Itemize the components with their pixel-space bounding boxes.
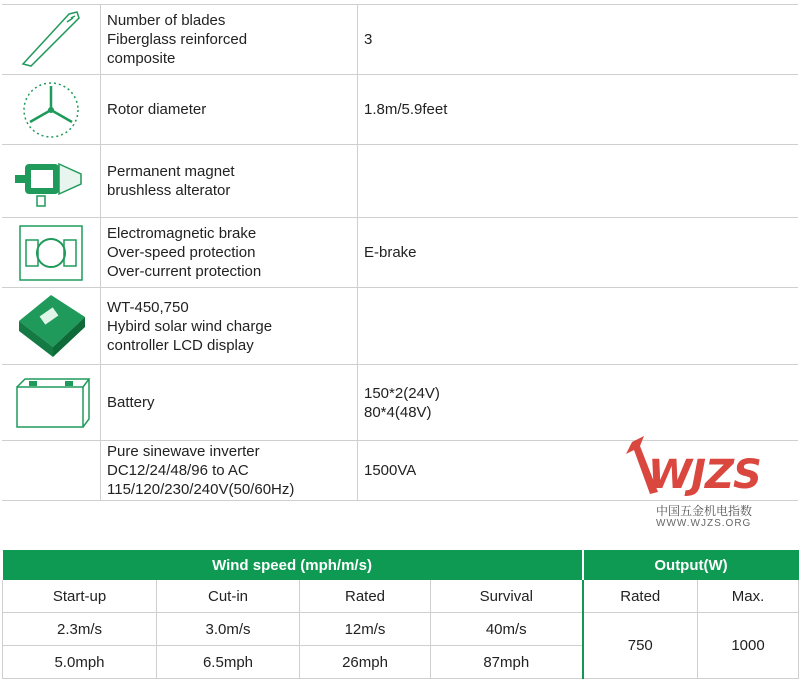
spec-value-line: 1.8m/5.9feet <box>364 101 448 118</box>
table-cell: 6.5mph <box>157 646 300 679</box>
spec-line: Over-current protection <box>107 263 262 280</box>
logo-chinese-text: 中国五金机电指数 <box>656 504 753 518</box>
spec-desc <box>101 218 358 288</box>
perf-subheader-row <box>3 580 799 613</box>
spec-value-line: 150*2(24V) <box>364 384 440 402</box>
spec-value <box>358 218 799 288</box>
spec-line: Number of blades <box>107 12 226 29</box>
table-cell: 3.0m/s <box>157 613 300 646</box>
spec-value <box>358 145 799 218</box>
spec-line: DC12/24/48/96 to AC <box>107 462 249 479</box>
spec-row-blades <box>2 5 798 75</box>
output-max-value: 1000 <box>698 613 799 679</box>
output-rated-value: 750 <box>583 613 698 679</box>
col-start-up: Start-up <box>3 580 157 613</box>
battery-icon-cell <box>2 365 101 441</box>
col-cut-in: Cut-in <box>157 580 300 613</box>
logo-url: WWW.WJZS.ORG <box>656 518 752 529</box>
spec-table <box>2 4 798 501</box>
spec-value <box>358 75 799 145</box>
controller-icon-cell <box>2 288 101 365</box>
alternator-icon <box>11 150 91 212</box>
wjzs-logo <box>618 432 788 532</box>
spec-row-brake <box>2 218 798 288</box>
spec-desc <box>101 365 358 441</box>
spec-desc <box>101 5 358 75</box>
spec-line: Hybird solar wind charge <box>107 317 273 335</box>
spec-value-line: 1500VA <box>364 462 417 479</box>
spec-value <box>358 365 799 441</box>
table-cell: 12m/s <box>300 613 431 646</box>
spec-line: Electromagnetic brake <box>107 225 257 242</box>
alternator-icon-cell <box>2 145 101 218</box>
table-cell: 2.3m/s <box>3 613 157 646</box>
spec-line: Battery <box>107 394 155 411</box>
table-cell: 40m/s <box>431 613 583 646</box>
logo-brand: WJZS <box>648 452 761 498</box>
spec-value-line: 3 <box>364 31 373 48</box>
spec-line: Pure sinewave inverter <box>107 443 260 460</box>
output-header: Output(W) <box>583 550 799 580</box>
perf-header-row <box>3 550 799 580</box>
spec-row-rotor <box>2 75 798 145</box>
controller-icon <box>11 291 91 361</box>
performance-table <box>2 550 799 679</box>
spec-desc <box>101 145 358 218</box>
spec-row-battery <box>2 365 798 441</box>
col-rated: Rated <box>300 580 431 613</box>
perf-ms-row <box>3 613 799 646</box>
spec-line: controller LCD display <box>107 336 254 354</box>
inverter-icon-cell <box>2 441 101 501</box>
spec-line: WT-450,750 <box>107 298 189 316</box>
battery-icon <box>11 375 91 431</box>
spec-desc <box>101 75 358 145</box>
spec-line: Over-speed protection <box>107 244 256 261</box>
wind-speed-header: Wind speed (mph/m/s) <box>3 550 583 580</box>
table-cell: 5.0mph <box>3 646 157 679</box>
spec-desc <box>101 441 358 501</box>
table-cell: 87mph <box>431 646 583 679</box>
col-output-max: Max. <box>698 580 799 613</box>
spec-value <box>358 5 799 75</box>
table-cell: 26mph <box>300 646 431 679</box>
spec-desc <box>101 288 358 365</box>
spec-line: Permanent magnet <box>107 163 235 180</box>
spec-row-controller <box>2 288 798 365</box>
spec-line: composite <box>107 50 176 67</box>
rotor-icon-cell <box>2 75 101 145</box>
spec-value <box>358 288 799 365</box>
spec-line: Fiberglass reinforced <box>107 31 248 48</box>
col-output-rated: Rated <box>583 580 698 613</box>
spec-value-line: 80*4(48V) <box>364 403 432 421</box>
spec-value-line: E-brake <box>364 244 417 261</box>
spec-line: brushless alterator <box>107 182 231 199</box>
spec-line: 115/120/230/240V(50/60Hz) <box>107 481 295 498</box>
col-survival: Survival <box>431 580 583 613</box>
brake-icon-cell <box>2 218 101 288</box>
rotor-icon <box>16 78 86 142</box>
spec-line: Rotor diameter <box>107 101 207 118</box>
blade-icon-cell <box>2 5 101 75</box>
brake-icon <box>16 222 86 284</box>
spec-row-alternator <box>2 145 798 218</box>
blade-icon <box>11 8 91 72</box>
